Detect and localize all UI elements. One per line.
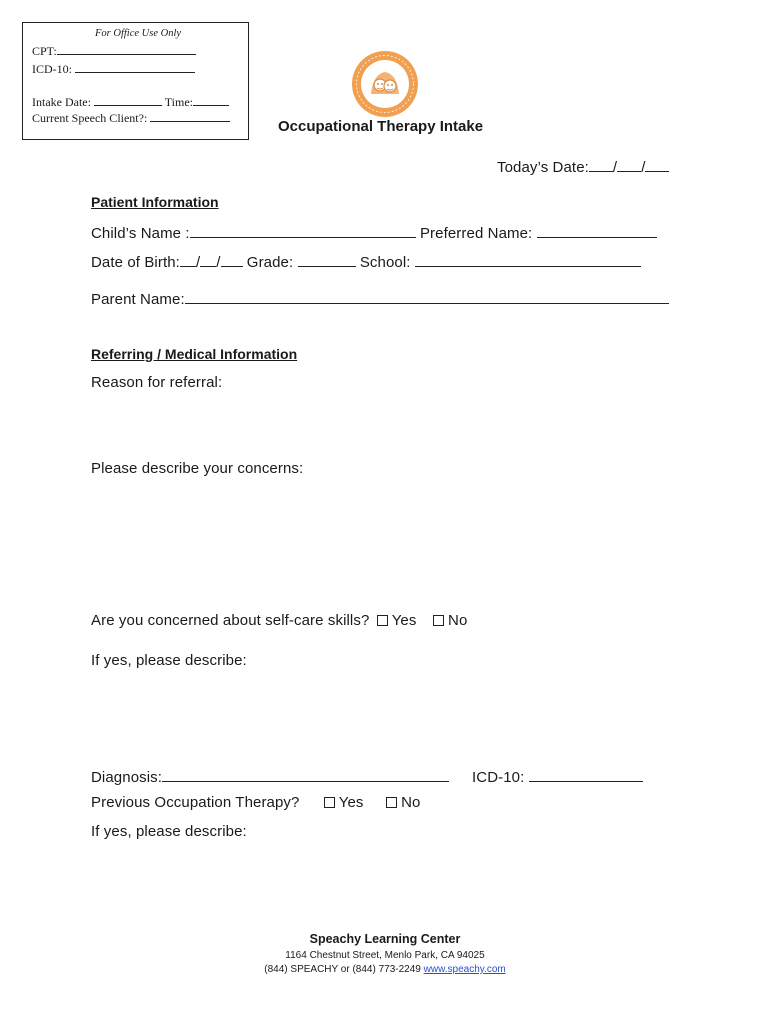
todays-date-month-field[interactable] (589, 156, 613, 172)
speachy-logo-icon (351, 50, 419, 123)
dob-label: Date of Birth: (91, 254, 180, 271)
icd10-row-main (472, 766, 643, 786)
dob-slash-1: / (195, 254, 201, 271)
cpt-field[interactable] (57, 42, 196, 55)
current-client-field[interactable] (150, 109, 230, 122)
icd10-field[interactable] (529, 766, 643, 782)
intake-date-field[interactable] (94, 93, 162, 106)
previous-ot-yes-checkbox[interactable] (324, 797, 335, 808)
dob-day-field[interactable] (200, 251, 216, 267)
current-client-row (32, 109, 230, 126)
time-field[interactable] (193, 93, 229, 106)
footer-contact-row (0, 964, 770, 975)
footer-address: 1164 Chestnut Street, Menlo Park, CA 94025 (285, 950, 485, 961)
diagnosis-row (91, 766, 449, 786)
childs-name-label: Child’s Name : (91, 225, 190, 242)
footer-website-link[interactable]: www.speachy.com (423, 964, 506, 975)
footer-org-name: Speachy Learning Center (309, 932, 461, 946)
office-use-title: For Office Use Only (95, 28, 182, 39)
parent-name-row (91, 288, 669, 308)
preferred-name-field[interactable] (537, 222, 657, 238)
previous-ot-yes-label: Yes (338, 794, 364, 811)
previous-ot-description-area[interactable] (91, 845, 681, 915)
school-label: School: (359, 254, 411, 271)
grade-field[interactable] (298, 251, 356, 267)
childs-name-field[interactable] (190, 222, 416, 238)
dob-month-field[interactable] (180, 251, 196, 267)
grade-label: Grade: (246, 254, 294, 271)
patient-info-heading: Patient Information (91, 194, 219, 210)
previous-ot-label: Previous Occupation Therapy? (91, 794, 300, 811)
footer-phone: (844) SPEACHY or (844) 773-2249 (264, 964, 424, 975)
selfcare-question: Are you concerned about self-care skills? (91, 612, 370, 629)
previous-ot-no-label: No (401, 794, 421, 811)
selfcare-no-checkbox[interactable] (433, 615, 444, 626)
icd10-row (32, 60, 195, 77)
todays-date-row (497, 156, 669, 176)
icd10-label: ICD-10: (472, 769, 525, 786)
parent-name-label: Parent Name: (91, 291, 185, 308)
todays-date-year-field[interactable] (645, 156, 669, 172)
date-slash-2: / (641, 159, 646, 176)
previous-ot-row (91, 794, 420, 811)
todays-date-day-field[interactable] (617, 156, 641, 172)
selfcare-no-label: No (448, 612, 468, 629)
school-field[interactable] (415, 251, 641, 267)
date-slash-1: / (612, 159, 618, 176)
concerns-label: Please describe your concerns: (91, 460, 304, 477)
cpt-row (32, 42, 196, 59)
selfcare-row (91, 612, 467, 629)
concerns-area[interactable] (91, 482, 681, 602)
dob-year-field[interactable] (221, 251, 243, 267)
office-use-box (22, 22, 249, 140)
reason-for-referral-area[interactable] (91, 396, 681, 446)
childs-name-row (91, 222, 657, 242)
selfcare-description-area[interactable] (91, 674, 681, 754)
page-title: Occupational Therapy Intake (278, 118, 484, 135)
time-label: Time: (164, 95, 194, 109)
dob-slash-2: / (216, 254, 221, 271)
previous-ot-no-checkbox[interactable] (386, 797, 397, 808)
diagnosis-field[interactable] (162, 766, 449, 782)
preferred-name-label: Preferred Name: (419, 225, 533, 242)
selfcare-yes-label: Yes (391, 612, 417, 629)
todays-date-label: Today’s Date: (497, 159, 589, 176)
cpt-label: CPT: (32, 44, 57, 58)
diagnosis-label: Diagnosis: (91, 769, 163, 786)
intake-date-label: Intake Date: (32, 95, 91, 109)
current-client-label: Current Speech Client?: (32, 111, 148, 125)
parent-name-field[interactable] (185, 288, 669, 304)
icd10-office-label: ICD-10: (32, 62, 72, 76)
reason-for-referral-label: Reason for referral: (91, 374, 223, 391)
medical-info-heading: Referring / Medical Information (91, 346, 298, 362)
dob-row (91, 251, 641, 271)
previous-ot-if-yes-label: If yes, please describe: (91, 823, 247, 840)
intake-row (32, 93, 229, 110)
icd10-office-field[interactable] (75, 60, 195, 73)
selfcare-if-yes-label: If yes, please describe: (91, 652, 247, 669)
selfcare-yes-checkbox[interactable] (377, 615, 388, 626)
